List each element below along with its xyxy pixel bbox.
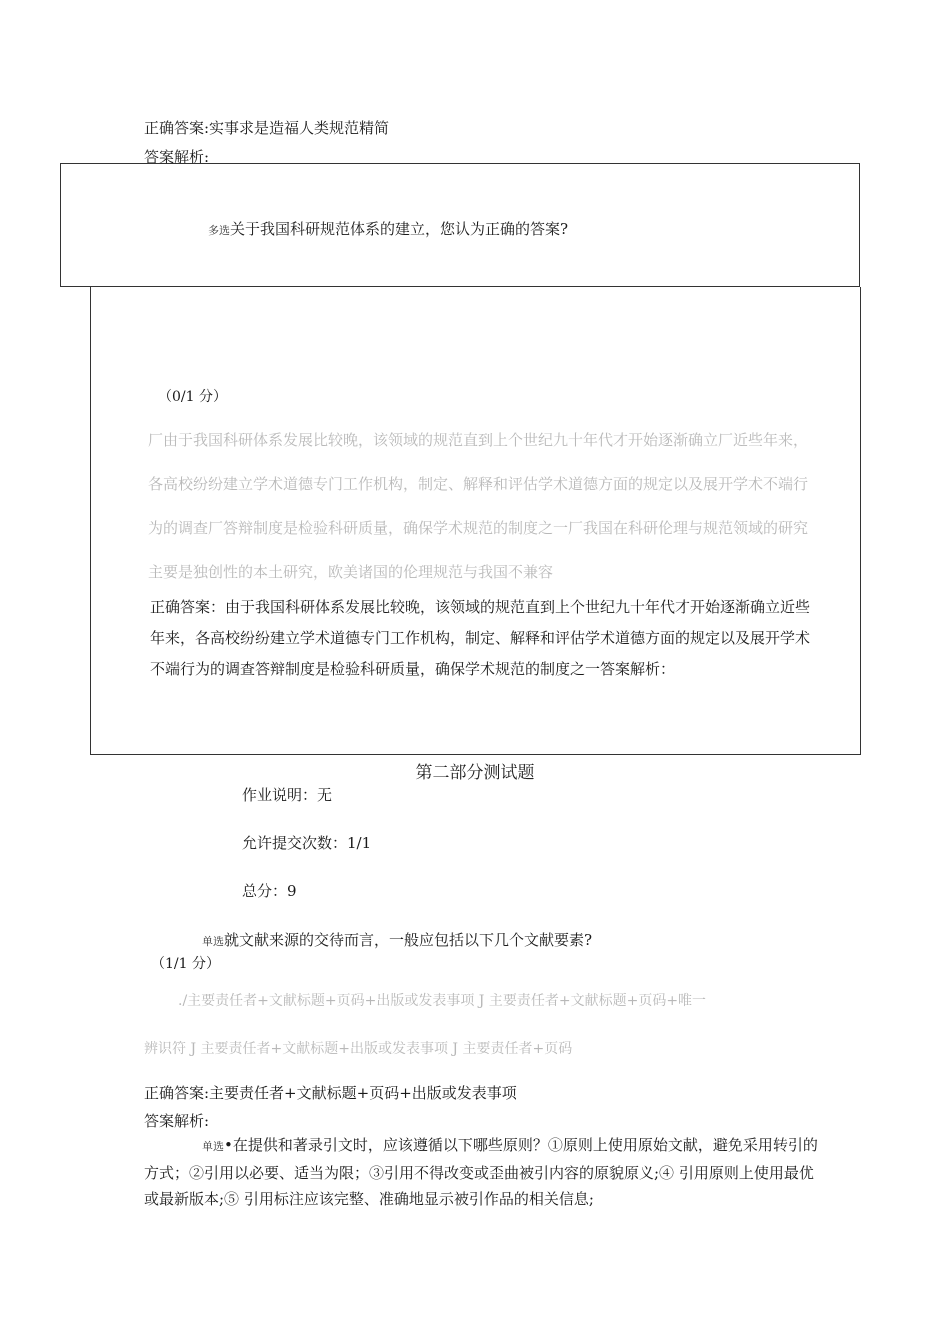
q2-option-line: 厂由于我国科研体系发展比较晚，该领域的规范直到上个世纪九十年代才开始逐渐确立厂近些年来， <box>148 431 809 449</box>
q3-score: （1/1 分） <box>151 956 220 972</box>
q3-correct-answer: 正确答案:主要责任者+文献标题+页码+出版或发表事项 <box>144 1084 517 1102</box>
q2-question-row <box>208 218 568 239</box>
q4-question <box>144 1132 818 1212</box>
q4-type-tag: 单选 <box>202 1140 224 1153</box>
q2-score: （0/1 分） <box>158 389 227 405</box>
q3-question-row <box>202 929 592 950</box>
section-attempts: 允许提交次数：1/1 <box>242 834 372 852</box>
section-description: 作业说明：无 <box>242 786 333 804</box>
q3-type-tag: 单选 <box>202 935 224 948</box>
q2-question-text: 关于我国科研规范体系的建立，您认为正确的答案? <box>230 220 569 238</box>
q2-type-tag: 多选 <box>208 224 230 237</box>
q2-correct-answer <box>150 592 810 685</box>
section-title: 第二部分测试题 <box>415 763 535 783</box>
q3-question-text: 就文献来源的交待而言，一般应包括以下几个文献要素? <box>224 931 593 949</box>
q2-option-line: 各高校纷纷建立学术道德专门工作机构，制定、解释和评估学术道德方面的规定以及展开学术不端行 <box>148 475 809 493</box>
q2-answer-line: 正确答案：由于我国科研体系发展比较晚，该领域的规范直到上个世纪九十年代才开始逐渐确立近些 <box>150 598 811 616</box>
q3-options-line-2: 辨识符 J 主要责任者+文献标题+出版或发表事项 J 主要责任者+页码 <box>144 1041 573 1057</box>
q2-options <box>148 425 808 588</box>
q3-analysis-label: 答案解析: <box>144 1112 210 1130</box>
q4-line: 或最新版本;⑤ 引用标注应该完整、准确地显示被引作品的相关信息; <box>144 1190 594 1208</box>
q4-line: 单选•在提供和著录引文时，应该遵循以下哪些原则？①原则上使用原始文献，避免采用转引的 <box>202 1136 818 1154</box>
q4-line: 方式；②引用以必要、适当为限；③引用不得改变或歪曲被引内容的原貌原义;④ 引用原则上使用最优 <box>144 1164 814 1182</box>
section-total: 总分：9 <box>242 882 297 900</box>
q2-option-line: 为的调查厂答辩制度是检验科研质量，确保学术规范的制度之一厂我国在科研伦理与规范领域的研究 <box>148 519 809 537</box>
q3-options-line-1: ./主要责任者+文献标题+页码+出版或发表事项 J 主要责任者+文献标题+页码+唯一 <box>178 993 707 1009</box>
q2-answer-line: 不端行为的调查答辩制度是检验科研质量，确保学术规范的制度之一答案解析： <box>150 660 676 678</box>
q1-analysis-label: 答案解析: <box>144 148 210 166</box>
q1-correct-answer: 正确答案:实事求是造福人类规范精简 <box>144 119 390 137</box>
q2-answer-line: 年来，各高校纷纷建立学术道德专门工作机构，制定、解释和评估学术道德方面的规定以及展开学术 <box>150 629 811 647</box>
q2-option-line: 主要是独创性的本土研究，欧美诸国的伦理规范与我国不兼容 <box>148 563 554 581</box>
